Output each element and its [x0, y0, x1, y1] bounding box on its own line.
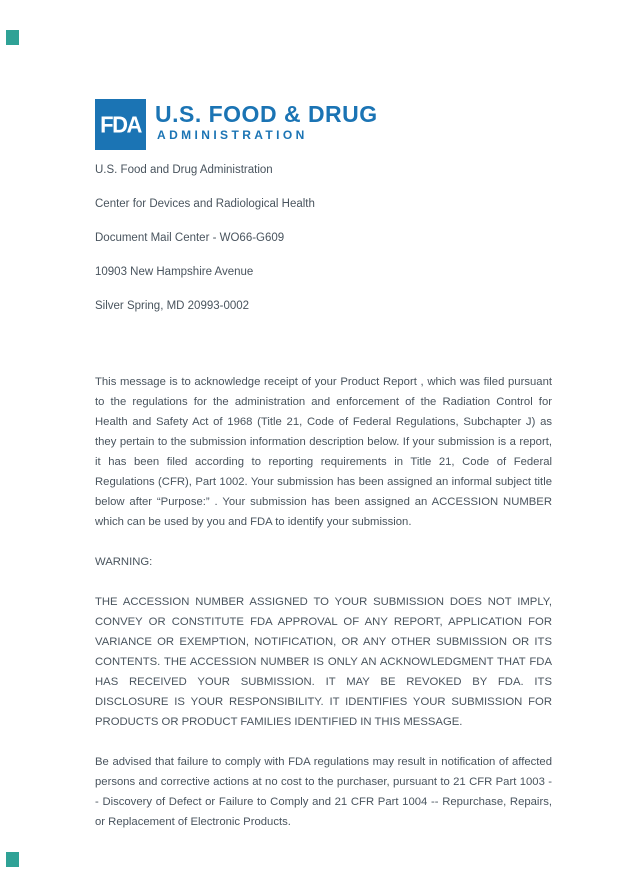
fda-logo-icon	[95, 99, 146, 150]
fda-wordmark	[155, 99, 378, 143]
fda-logo-acronym: FDA	[100, 110, 141, 138]
compliance-paragraph: Be advised that failure to comply with FDA regulations may result in notification of affected persons and corrective actions at no cost to the purchaser, pursuant to 21 CFR Part 1003 -- Discovery of Defect or Failure to Comply and 21 CFR Part 1004 -- Repurchase, Repairs, or Replacement of Electronic Products.	[95, 756, 552, 828]
warning-label: WARNING:	[95, 556, 153, 568]
address-line-city: Silver Spring, MD 20993-0002	[95, 300, 250, 312]
address-line-agency: U.S. Food and Drug Administration	[95, 164, 273, 176]
letter-body	[95, 372, 552, 832]
fda-wordmark-line1: U.S. FOOD & DRUG	[155, 101, 378, 127]
sender-address-block	[95, 163, 552, 313]
address-line-street: 10903 New Hampshire Avenue	[95, 266, 254, 278]
scan-registration-mark-top	[6, 30, 19, 45]
acknowledgement-paragraph: This message is to acknowledge receipt of your Product Report , which was filed pursuant to the regulations for the administration and enforcement of the Radiation Control for Health and Safety Act of 1968 (Title 21, Code of Federal Regulations, Subchapter J) as they pertain to the submission information description below. If your submission is a report, it has been filed according to reporting requirements in Title 21, Code of Federal Regulations (CFR), Part 1002. Your submission has been assigned an informal subject title below after “Purpose:” . Your submission has been assigned an ACCESSION NUMBER which can be used by you and FDA to identify your submission.	[95, 376, 552, 528]
fda-logo	[95, 99, 552, 150]
letter-content	[95, 99, 552, 852]
address-line-mail-center: Document Mail Center - WO66-G609	[95, 232, 285, 244]
scan-registration-mark-bottom	[6, 852, 19, 867]
fda-wordmark-line2: ADMINISTRATION	[157, 128, 308, 142]
address-line-center: Center for Devices and Radiological Health	[95, 198, 315, 210]
warning-paragraph: THE ACCESSION NUMBER ASSIGNED TO YOUR SUBMISSION DOES NOT IMPLY, CONVEY OR CONSTITUTE FDA APPROVAL OF ANY REPORT, APPLICATION FOR VARIANCE OR EXEMPTION, NOTIFICATION, OR ANY OTHER SUBMISSION OR ITS CONTENTS. THE ACCESSION NUMBER IS ONLY AN ACKNOWLEDGMENT THAT FDA HAS RECEIVED YOUR SUBMISSION. IT MAY BE REVOKED BY FDA. ITS DISCLOSURE IS YOUR RESPONSIBILITY. IT IDENTIFIES YOUR SUBMISSION FOR PRODUCTS OR PRODUCT FAMILIES IDENTIFIED IN THIS MESSAGE.	[95, 596, 552, 728]
